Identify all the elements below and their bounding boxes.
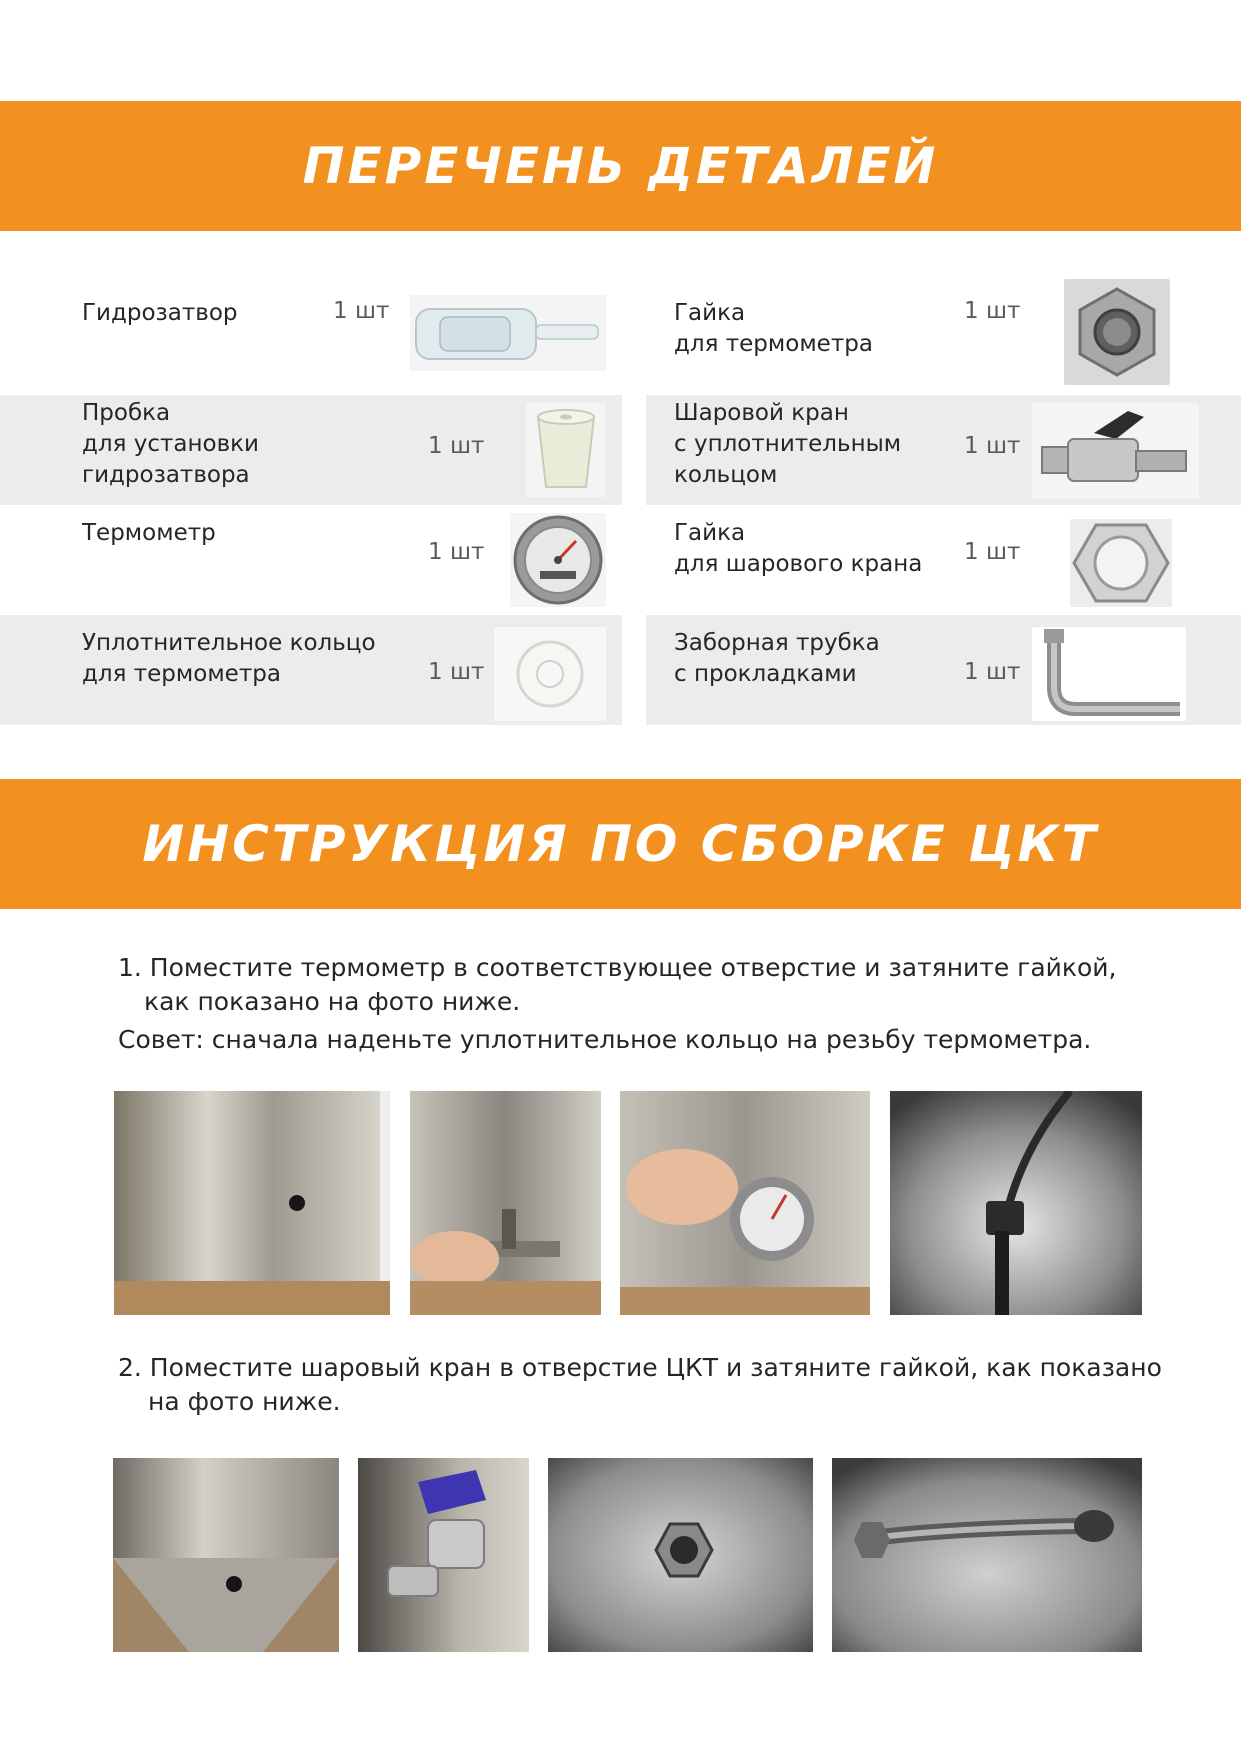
step1-line2: как показано на фото ниже. [144,987,521,1016]
part-qty: 1 шт [964,433,1021,459]
part-row-seal-ring [0,615,622,725]
part-name: Заборная трубка с прокладками [674,630,880,687]
step2-photo-cone-hole [113,1458,339,1652]
parts-list-banner [0,101,1241,231]
part-row-stopper [0,395,622,505]
part-qty: 1 шт [428,433,485,459]
parts-list-title: ПЕРЕЧЕНЬ ДЕТАЛЕЙ [302,137,939,195]
step1-photo-tank-hole [114,1091,390,1315]
step1-line1: 1. Поместите термометр в соответствующее отверстие и затяните гайкой, [118,953,1117,982]
part-qty: 1 шт [964,298,1021,324]
assembly-banner [0,779,1241,909]
part-name: Уплотнительное кольцо для термометра [82,630,376,687]
part-name: Гайка для термометра [674,300,873,357]
step1-photo-inside-nut [890,1091,1142,1315]
part-name: Пробка для установки гидрозатвора [82,400,260,488]
ball-valve-icon [1032,403,1199,499]
step1-photo-mounting [410,1091,601,1315]
part-row-valve-nut [646,505,1241,615]
part-qty: 1 шт [333,298,390,324]
part-name: Шаровой кран с уплотнительным кольцом [674,400,902,488]
part-row-ball-valve [646,395,1241,505]
step2-line1: 2. Поместите шаровый кран в отверстие ЦКТ и затяните гайкой, как показано [118,1353,1162,1382]
airlock-icon [410,295,606,371]
part-qty: 1 шт [964,539,1021,565]
part-row-intake-tube [646,615,1241,725]
step2-photo-ball-valve [358,1458,529,1652]
step2-line2: на фото ниже. [148,1387,341,1416]
step1-tip: Совет: сначала наденьте уплотнительное кольцо на резьбу термометра. [118,1025,1092,1054]
thermometer-icon [510,513,606,607]
step2-photo-intake-tube [832,1458,1142,1652]
rubber-stopper-icon [526,403,606,497]
hex-nut-icon [1064,279,1170,385]
step2-photo-valve-nut-inside [548,1458,813,1652]
step1-photo-thermometer-installed [620,1091,870,1315]
part-qty: 1 шт [428,539,485,565]
part-row-thermometer-nut [646,285,1241,395]
part-row-airlock [0,285,622,395]
seal-ring-icon [494,627,606,721]
part-qty: 1 шт [428,659,485,685]
part-name: Гайка для шарового крана [674,520,923,577]
flat-nut-icon [1070,519,1172,607]
bent-tube-icon [1032,627,1186,721]
part-name: Термометр [82,520,216,546]
assembly-title: ИНСТРУКЦИЯ ПО СБОРКЕ ЦКТ [142,815,1099,873]
part-qty: 1 шт [964,659,1021,685]
part-name: Гидрозатвор [82,300,238,326]
part-row-thermometer [0,505,622,615]
